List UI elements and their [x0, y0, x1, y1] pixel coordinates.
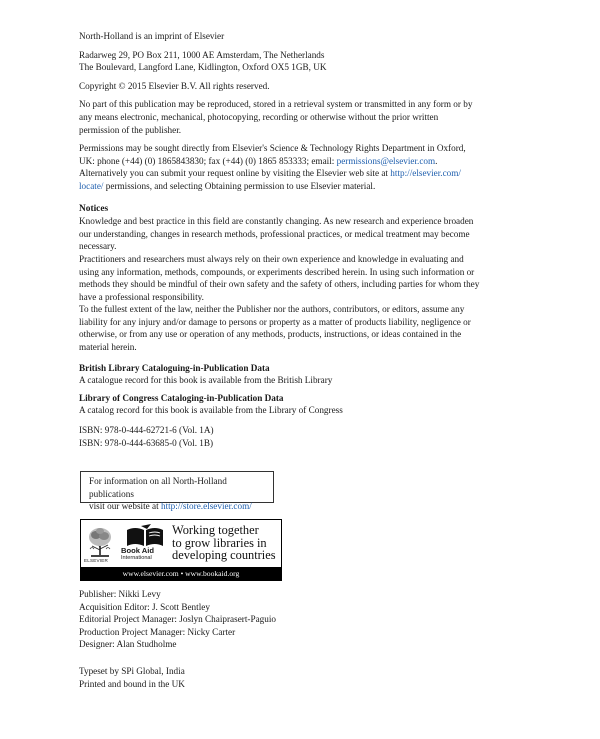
book-aid-logo-icon: [125, 524, 165, 548]
typeset-line: Typeset by SPi Global, India: [79, 666, 185, 676]
notices-line: To the fullest extent of the law, neither the Publisher nor the authors, contributors, or editors, assume any: [79, 304, 465, 315]
info-box-line: [89, 500, 273, 513]
elsevier-locate-link[interactable]: http://elsevier.com/: [390, 168, 461, 179]
slogan-line: developing countries: [172, 548, 276, 563]
notices-line: our understanding, changes in research methods, professional practices, or medical treatment may become: [79, 228, 470, 239]
publisher-address: [79, 49, 519, 74]
printed-line: Printed and bound in the UK: [79, 678, 185, 689]
notices-line: necessary.: [79, 241, 117, 252]
reproduction-line: permission of the publisher.: [79, 124, 182, 135]
book-aid-slogan: [172, 524, 276, 562]
notices-line: Knowledge and best practice in this field are constantly changing. As new research and experience broaden: [79, 216, 474, 227]
book-aid-footer-urls[interactable]: www.elsevier.com • www.bookaid.org: [81, 567, 281, 580]
notices-line: material herein.: [79, 342, 137, 353]
reproduction-line: any means electronic, mechanical, photocopying, recording or otherwise without the prior written: [79, 111, 439, 122]
permissions-text: UK: phone (+44) (0) 1865843830; fax (+44) (0) 1865 853333; email:: [79, 155, 337, 166]
isbn-vol-1a: ISBN: 978-0-444-62721-6 (Vol. 1A): [79, 425, 214, 436]
notices-line: liability for any injury and/or damage to persons or property as a matter of products liability, negligence or: [79, 316, 471, 327]
permissions-line: [79, 155, 519, 168]
credit-production-pm: Production Project Manager: Nicky Carter: [79, 626, 236, 637]
reproduction-line: No part of this publication may be reproduced, stored in a retrieval system or transmitted in any form or by: [79, 99, 473, 110]
imprint-line: North-Holland is an imprint of Elsevier: [79, 31, 225, 41]
notices-section: [79, 203, 519, 354]
isbn-section: [79, 424, 519, 449]
british-library-text: A catalogue record for this book is available from the British Library: [79, 375, 333, 386]
permissions-line: [79, 167, 519, 180]
isbn-vol-1b: ISBN: 978-0-444-63685-0 (Vol. 1B): [79, 437, 214, 448]
permissions-line: Permissions may be sought directly from Elsevier's Science & Technology Rights Department in Oxford,: [79, 143, 466, 154]
slogan-line: to grow libraries in: [172, 535, 267, 550]
book-aid-name: Book Aid: [121, 546, 155, 555]
copyright-line: Copyright © 2015 Elsevier B.V. All rights reserved.: [79, 80, 270, 91]
permissions-text: Alternatively you can submit your request online by visiting the Elsevier web site at: [79, 168, 391, 179]
north-holland-info-box: [80, 471, 274, 512]
notices-line: using any information, methods, compounds, or experiments described herein. In using such information or: [79, 266, 475, 277]
typeset-info: [79, 665, 519, 690]
notices-heading: Notices: [79, 203, 109, 214]
credit-editorial-pm: Editorial Project Manager: Joslyn Chaiprasert-Paguio: [79, 614, 276, 625]
elsevier-tree-logo-icon: [86, 525, 114, 559]
loc-heading: Library of Congress Cataloging-in-Publication Data: [79, 392, 284, 403]
notices-line: otherwise, or from any use or operation of any methods, products, instructions, or ideas contained in the: [79, 329, 462, 340]
permissions-text: .: [435, 155, 438, 166]
british-library-section: [79, 362, 519, 387]
slogan-line: Working together: [172, 523, 259, 537]
book-aid-international: International: [121, 555, 152, 561]
notices-line: Practitioners and researchers must always rely on their own experience and knowledge in evaluating and: [79, 253, 464, 264]
credit-publisher: Publisher: Nikki Levy: [79, 589, 161, 599]
production-credits: [79, 588, 519, 651]
credit-designer: Designer: Alan Studholme: [79, 639, 177, 650]
permissions-email-link[interactable]: permissions@elsevier.com: [336, 155, 436, 166]
loc-text: A catalog record for this book is available from the Library of Congress: [79, 405, 343, 416]
address-line-2: The Boulevard, Langford Lane, Kidlington, Oxford OX5 1GB, UK: [79, 62, 327, 73]
british-library-heading: British Library Cataloguing-in-Publication Data: [79, 362, 270, 373]
credit-acquisition-editor: Acquisition Editor: J. Scott Bentley: [79, 601, 210, 612]
store-elsevier-link[interactable]: http://store.elsevier.com/: [160, 501, 252, 512]
elsevier-locate-link[interactable]: locate/: [79, 180, 104, 191]
elsevier-logo-label: ELSEVIER: [84, 558, 109, 563]
copyright-page-body: [79, 30, 519, 449]
permissions-line: [79, 180, 519, 193]
notices-line: methods they should be mindful of their own safety and the safety of others, including parties for whom they: [79, 279, 480, 290]
address-line-1: Radarweg 29, PO Box 211, 1000 AE Amsterdam, The Netherlands: [79, 49, 325, 60]
reproduction-notice: [79, 98, 519, 136]
book-aid-banner-top: [81, 520, 281, 568]
info-box-line: For information on all North-Holland publications: [89, 476, 227, 499]
info-box-text: visit our website at: [89, 501, 161, 512]
permissions-paragraph: [79, 142, 519, 192]
book-aid-banner: [80, 519, 282, 581]
loc-section: [79, 392, 519, 417]
permissions-text: permissions, and selecting Obtaining permission to use Elsevier material.: [103, 180, 376, 191]
notices-line: have a professional responsibility.: [79, 291, 204, 302]
